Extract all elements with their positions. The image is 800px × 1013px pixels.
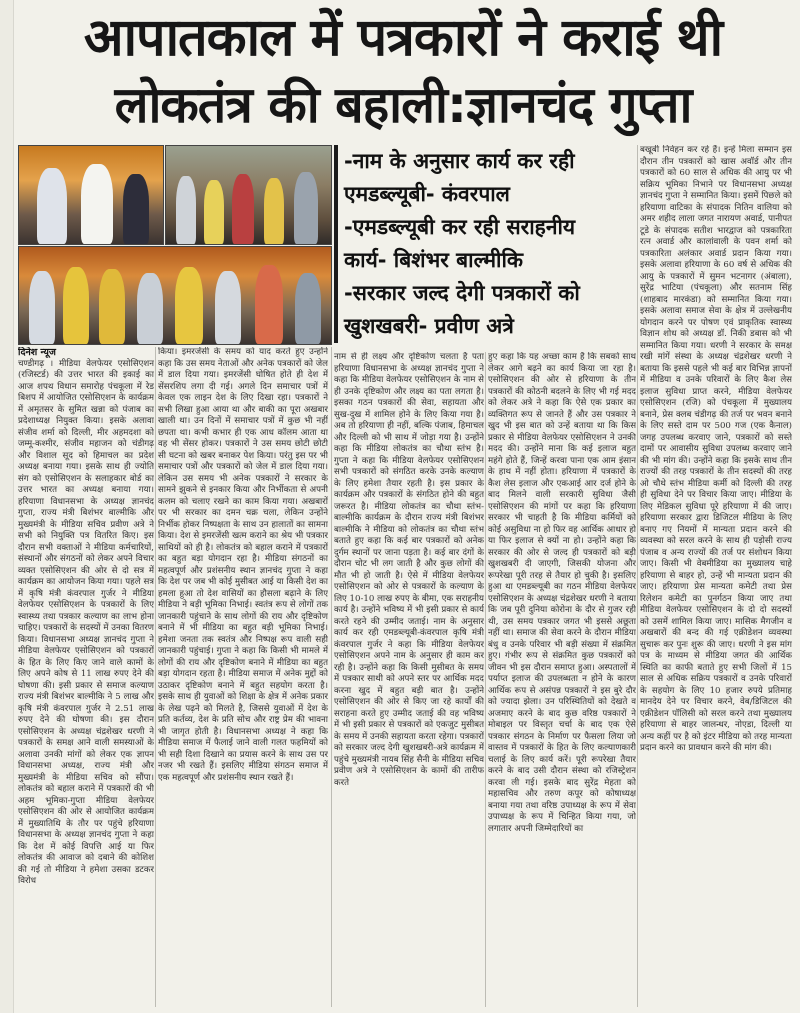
- headline-line-2: लोकतंत्र की बहाली:ज्ञानचंद गुप्ता: [114, 76, 692, 134]
- article-column-3: [334, 352, 484, 1007]
- article-column-4: [488, 352, 636, 1007]
- highlight-box: [334, 145, 640, 343]
- column-divider: [637, 145, 638, 1007]
- article-column-2: [158, 347, 328, 1007]
- column-divider: [485, 352, 486, 1007]
- column-text: हुए कहा कि यह अच्छा काम है कि सबको साथ लेकर आगे बढ़ने का कार्य किया जा रहा है। एसोसिएशन की ओर से हरियाणा के तीन पत्रकारों की कोठनी बदलने के लिए भी गई मदद को लेकर अत्रे ने कहा कि ऐसे एक प्रकार का व्यक्तिगत रूप से जानते हैं और उस पत्रकार ने खुद भी इस बात को उन्हें बताया था कि किस प्रकार से मीडिया वेलफेयर एसोसिएशन ने उनकी मदद की। उन्होंने माना कि कई इलाज बहुत महंगे होते हैं, जिन्हें करवा पाना एक आम इंसान के हाथ में नहीं होता। हरियाणा में पत्रकारों के कैश लेस इलाज और एकआई आर दर्ज होने के बाद मिलने वाली सरकारी सुविधा जैसी एसोसिएशन की मांगों पर कहा कि हरियाणा सरकार भी चाहती है कि मीडिया कर्मियों को कोई असुविधा ना हो फिर वह आर्थिक आधार हो या फिर इलाज से क्यों ना हो। उन्होंने कहा कि सरकार की ओर से जल्द ही पत्रकारों को बड़ी खुशखबरी दी जाएगी, जिसकी योजना और रूपरेखा पूरी तरह से तैयार हो चुकी है। इसलिए हुआ था एमडब्ल्यूबी का गठन मीडिया वेलफेयर एसोसिएशन के अध्यक्ष चंद्रशेखर धरणी ने बताया कि जब पूरी दुनिया कोरोना के दौर से गुजर रही थी, उस समय पत्रकार जगत भी इससे अछूता नहीं था। समाज की सेवा करने के दौरान मीडिया बंधु व उनके परिवार भी बड़ी संख्या में संक्रमित हुए। गंभीर रूप से संक्रमित कुछ पत्रकारों को जीवन भी इस दौरान समाप्त हुआ। अस्पतालों में पर्याप्त इलाज की उपलब्धता न होने के कारण आर्थिक रूप से असंपन्न पत्रकारों ने इस बुरे दौर को ज्यादा झेला। उन परिस्थितियों को देखते व अजमाए करने के बाद कुछ वरिष्ठ पत्रकारों ने मोबाइल पर विस्तृत चर्चा के बाद एक ऐसे पत्रकार संगठन के निर्माण पर फैसला लिया जो वास्तव में पत्रकारों के हित के लिए कल्याणकारी चलाई के लिए कार्य करें। पूरी रूपरेखा तैयार करने के बाद उसी दौरान संस्था को रजिस्ट्रेशन करवा ली गई। इसके बाद सुरेंद्र मेहता को महासचिव और तरुण कपूर को कोषाध्यक्ष बनाया गया तथा वरिष्ठ उपाध्यक्ष के रूप में सेवा उपाध्यक्ष के रूप में चिन्हित किया गया, जो लगातार अपनी जिम्मेदारियों का: [488, 352, 636, 834]
- column-divider: [155, 347, 156, 1007]
- column-text: किया। इमरजेंसी के समय को याद करते हुए उन्होंने कहा कि उस समय नेताओं और अनेक पत्रकारों को जेल में डाल दिया गया। इमरजेंसी घोषित होते ही देश में सेंसरशिप लगा दी गई। अगले दिन समाचार पत्रों में केवल एक लाइन देश के लिए दिखा रहा। पत्रकारों ने सभी लिखा हुआ आया था और बाकी का पूरा अखबार खाली था। उन दिनों में समाचार पत्रों में कुछ भी नहीं छपता था। कभी कभार ही एक आध कॉलम आता था वह भी सेंसर होकर। पत्रकारों ने उस समय छोटी छोटी सी घटना को खबर बनाकर पेश किया। परंतु इस पर भी समाचार पत्रों और पत्रकारों को जेल में डाल दिया गया। लेकिन उस समय भी अनेक पत्रकारों ने सरकार के सामने झुकने से इनकार किया और निर्भीकता से अपनी कलम को चलाए रखने का काम किया गया। अखबारों पर भी सरकार का दमन चक्र चला, लेकिन उन्होंने निर्भीक होकर निष्पक्षता के साथ उन हालातों का सामना किया। देश से इमरजेंसी खत्म कराने का श्रेय भी पत्रकार साथियों को ही है। लोकतंत्र को बहाल कराने में पत्रकारों का बहुत बड़ा योगदान रहा है। मीडिया संगठनों का महत्वपूर्ण और प्रशंसनीय स्थान ज्ञानचंद गुप्ता ने कहा कि देश पर जब भी कोई मुसीबत आई या किसी देश का हमला हुआ तो देश वासियों का हौसला बढ़ाने के लिए मीडिया ने बड़ी भूमिका निभाई। स्वतंत्र रूप से लोगों तक जानकारी पहुंचाने के साथ लोगों की राय और दृष्टिकोण बनाने में भी मीडिया का बहुत बड़ी भूमिका निभाई। हमेशा जनता तक स्वतंत्र और निष्पक्ष रूप वाली सही जानकारी पहुंचाई। गुप्ता ने कहा कि किसी भी मामले में लोगों की राय और दृष्टिकोण बनाने में मीडिया का बहुत बड़ा योगदान रहता है। मीडिया समाज में अनेक मुद्दों को उठाकर दृष्टिकोण बनाने में बहुत सहयोग करता है। इसके साथ ही युवाओं को शिक्षा के क्षेत्र में अनेक प्रकार के लेख पढ़ने को मिलते है, जिससे युवाओं में देश के प्रति कर्तव्य, देश के प्रति सोच और राष्ट्र प्रेम की भावना भी जागृत होती है। विधानसभा अध्यक्ष ने कहा कि मीडिया समाज में फैलाई जाने वाली गलत फहमियों को भी सही दिशा दिखाने का प्रयास करने के साथ उस पर नजर भी रखते हैं। इसलिए मीडिया संगठन समाज में एक महत्वपूर्ण और प्रशंसनीय स्थान रखते हैं।: [158, 347, 328, 783]
- highlight-line: एमडब्ल्यूबी- कंवरपाल: [344, 182, 510, 206]
- byline: दिनेश न्यूज: [18, 347, 56, 358]
- photo-award-ceremony-3: [18, 246, 332, 345]
- headline-line-1: आपातकाल में पत्रकारों ने कराई थी: [83, 8, 723, 68]
- photo-award-ceremony-1: [18, 145, 164, 245]
- column-text: बखूबी निर्वहन कर रहे हैं। इन्हें मिला सम्मान इस दौरान तीन पत्रकारों को खास अवॉर्ड और तीन पत्रकारों को 60 साल से अधिक की आयु पर भी सक्रिय भूमिका निभाने पर विधानसभा अध्यक्ष ज्ञानचंद गुप्ता ने सम्मानित किया। इसमें पिछले को हरियाणा वाटिका के संपादक नितिन वालिया को अमर शहीद लाला जगत नारायण अवार्ड, पानीपत टूडे के संपादक सतीश भारद्वाज को पत्रकारिता रत्न अवार्ड और कालांवाली के पवन शर्मा को पत्रकारिता अलंकार अवार्ड प्रदान किया गया। इसके अलावा हरियाणा के 60 वर्ष से अधिक की आयु के पत्रकारों में सुमन भटनागर (अंबाला), सुरेंद्र भाटिया (पंचकूला) और सतनाम सिंह (शाहबाद मारकंडा) को सम्मानित किया गया। इसके अलावा समाज सेवा के क्षेत्र में उल्लेखनीय योगदान करने पर पोषण एवं प्राकृतिक स्वास्थ्य विज्ञान शोध को अध्यक्ष डॉ. निकी डबास को भी सम्मानित किया गया। धरणी ने सरकार के समक्ष रखी मांगें संस्था के अध्यक्ष चंद्रशेखर धरणी ने बताया कि इससे पहले भी कई बार विभिन्न ज्ञापनों में मीडिया व उनके परिवारों के लिए कैश लेस इलाज सुविधा प्राप्त करने, मीडिया वेलफेयर एसोसिएशन (रजि) को पंचकूला में मुख्यालय बनाने, प्रेस क्लब चंडीगढ़ की तर्ज पर भवन बनाने के लिए सस्ते दाम पर 500 गज (एक कैनाल) जगह उपलब्ध करवाए जाने, पत्रकारों को सस्ते दामों पर आवासीय सुविधा उपलब्ध करवाए जाने की भी मांग की। उन्होंने कहा कि इसके साथ तीन राज्यों की तरह पत्रकारों के तीन सदस्यों की तरह ओ चौथे स्तंभ मीडिया कर्मी को दिल्ली की तरह ही सुविधा देने पर विचार किया जाए। मीडिया के लिए मेडिकल सुविधा पूरे हरियाणा में की जाए। हरियाणा सरकार द्वारा डिजिटल मीडिया के लिए बनाए गए नियमों में मान्यता प्रदान करने की व्यवस्था को सरल करने के साथ ही पड़ोसी राज्य पंजाब व अन्य राज्यों की तर्ज पर संशोधन किया जाए। किसी भी वेबमीडिया का मुख्यालय चाहे हरियाणा से बाहर हो, उन्हें भी मान्यता प्रदान की जाए। हरियाणा प्रेस मान्यता कमेटी तथा प्रेस रिलेशन कमेटी का पुनर्गठन किया जाए तथा मीडिया वेलफेयर एसोसिएशन के दो दो सदस्यों को उसमें शामिल किया जाए। मासिक मैगजीन व अखबारों की बन्द की गई एक्रीडेशन व्यवस्था सुचारू कर पुनः शुरू की जाए। धरणी ने इस मांग पत्र के माध्यम से मीडिया जगत की आर्थिक स्थिति का काफी बताते हुए सभी जिलों में 15 साल से अधिक सक्रिय पत्रकारों व उनके परिवारों के सहयोग के लिए 10 हजार रुपये प्रतिमाह मानदेय देने पर विचार करने, वेब/डिजिटल की एक्रीडेशन पॉलिसी को सरल करने तथा मुख्यालय हरियाणा से बाहर जालन्धर, नोएडा, दिल्ली या अन्य कहीं पर है को इंटर मीडिया को तरह मान्यता प्रदान करने का प्रावधान करने की मांग की।: [640, 145, 792, 753]
- photo-collage: [18, 145, 330, 343]
- photo-award-ceremony-2: [165, 145, 332, 245]
- highlight-line: खुशखबरी- प्रवीण अत्रे: [344, 314, 514, 338]
- column-text: चण्डीगढ़ । मीडिया वेलफेयर एसोसिएशन (रजिस्टर्ड) की उत्तर भारत की इकाई का आज शपथ विधान समारोह पंचकूला में रेड बिशप में आयोजित एसोसिएशन के कार्यक्रम में अमृतसर के सुमित खन्ना को पंजाब का प्रदेशाध्यक्ष नियुक्त किया। इसके अलावा संजीव शर्मा को दिल्ली, मीर अहमदशा को जम्मू-कश्मीर, संजीव महाजन को चंडीगढ़ और विशाल सूद को हिमाचल का प्रदेश अध्यक्ष बनाया गया। इसके साथ ही ज्योति संग को एसोसिएशन के सलाहकार बोर्ड का उत्तर भारत का अध्यक्ष बनाया गया। हरियाणा विधानसभा के अध्यक्ष ज्ञानचंद गुप्ता, राज्य मंत्री बिशंभर बाल्मीकि और मुख्यमंत्री के मीडिया सचिव प्रवीण अत्रे ने सभी को नियुक्ति पत्र वितरित किए। इस दौरान सभी वक्ताओं ने मीडिया कर्मचारियों, संस्थानों और संगठनों को लेकर अपने विचार व्यक्त एसोसिएशन की ओर से दो सत्र में कार्यक्रम का आयोजन किया गया। पहले सत्र में कृषि मंत्री कंवरपाल गुर्जर ने मीडिया वेलफेयर एसोसिएशन के पत्रकारों के लिए स्वास्थ्य तथा पत्रकार कल्याण का लाभ होना चाहिए। पत्रकारों के सदस्यों में उनका वितरण किया। विधानसभा अध्यक्ष ज्ञानचंद गुप्ता ने मीडिया वेलफेयर एसोसिएशन को पत्रकारों के हित के लिए किए जाने वाले कामों के लिए अपने कोष से 11 लाख रुपए देने की घोषणा की। इसी प्रकार से समाज कल्याण राज्य मंत्री बिशंभर बाल्मीकि ने 5 लाख और कृषि मंत्री कंवरपाल गुर्जर ने 2.51 लाख रुपए देने की घोषणा की। इस दौरान एसोसिएशन के अध्यक्ष चंद्रशेखर धरणी ने पत्रकारों के समक्ष आने वाली समस्याओं के अलावा उनकी मांगों को लेकर एक ज्ञापन विधानसभा अध्यक्ष, राज्य मंत्री और मुख्यमंत्री के मीडिया सचिव को सौंपा। लोकतंत्र को बहाल कराने में पत्रकारों की भी अहम भूमिका-गुप्ता मीडिया वेलफेयर एसोसिएशन की ओर से आयोजित कार्यक्रम में मुख्यातिथि के तौर पर पहुंचे हरियाणा विधानसभा के अध्यक्ष ज्ञानचंद गुप्ता ने कहा कि देश में कोई विपत्ति आई या फिर लोकतंत्र की आवाज को दबाने की कोशिश की गई तो मीडिया ने हमेशा उसका डटकर विरोध: [18, 358, 154, 886]
- adjacent-page-edge: [0, 0, 14, 1013]
- highlight-line: -सरकार जल्द देगी पत्रकारों को: [344, 281, 580, 305]
- article-column-5: [640, 145, 792, 1007]
- article-column-1: [18, 347, 154, 1007]
- column-divider: [331, 347, 332, 1007]
- highlight-line: -नाम के अनुसार कार्य कर रही: [344, 149, 575, 173]
- column-text: नाम से ही लक्ष्य और दृष्टिकोण चलता है पता हरियाणा विधानसभा के अध्यक्ष ज्ञानचंद गुप्ता ने कहा कि मीडिया वेलफेयर एसोसिएशन के नाम से ही उनके दृष्टिकोण और लक्ष्य का पता लगता है। इसका गठन पत्रकारों की सेवा, सहायता और सुख-दुख में शामिल होने के लिए किया गया है। अब तो हरियाणा ही नहीं, बल्कि पंजाब, हिमाचल और दिल्ली को भी साथ में जोड़ा गया है। उन्होंने कहा कि मीडिया लोकतंत्र का चौथा स्तंभ है। गुप्ता ने कहा कि मीडिया वेलफेयर एसोसिएशन सभी पत्रकारों को संगठित करके उनके कल्याण के लिए हमेशा तैयार रहती है। इस प्रकार के कार्यक्रम और पत्रकारों के संगठित होने की बहुत जरूरत है। मीडिया लोकतंत्र का चौथा स्तंभ-बाल्मीकि कार्यक्रम के दौरान राज्य मंत्री बिशंभर बाल्मीकि ने मीडिया को लोकतंत्र का चौथा स्तंभ बताते हुए कहा कि कई बार पत्रकारों को अनेक दुर्गम स्थानों पर जाना पड़ता है। कई बार दंगों के दौरान चोट भी लग जाती है और कुछ लोगों की मौत भी हो जाती है। ऐसे में मीडिया वेलफेयर एसोसिएशन को ओर से पत्रकारों के कल्याण के लिए 10-10 लाख रुपए के बीमा, एक सराहनीय कार्य है। उन्होंने भविष्य में भी इसी प्रकार से कार्य करते रहने की उम्मीद जताई। नाम के अनुसार कार्य कर रही एमडब्ल्यूबी-कंवरपाल कृषि मंत्री कंवरपाल गुर्जर ने कहा कि मीडिया वेलफेयर एसोसिएशन अपने नाम के अनुसार ही काम कर रही है। उन्होंने कहा कि किसी मुसीबत के समय में पत्रकार साथी को अपने स्तर पर आर्थिक मदद करना खुद में बहुत बड़ी बात है। उन्होंने एसोसिएशन की ओर से किए जा रहे कार्यों की सराहना करते हुए उम्मीद जताई की वह भविष्य में भी इसी प्रकार से पत्रकारों को एकजुट मुसीबत के समय में उनकी सहायता करता रहेगा। पत्रकारों को सरकार जल्द देगी खुशखबरी-अत्रे कार्यक्रम में पहुंचे मुख्यमंत्री नायब सिंह सैनी के मीडिया सचिव प्रवीण अत्रे ने एसोसिएशन के कामों की तारीफ करते: [334, 352, 484, 788]
- highlight-line: -एमडब्ल्यूबी कर रही सराहनीय: [344, 215, 576, 239]
- headline: [18, 6, 788, 138]
- highlight-line: कार्य- बिशंभर बाल्मीकि: [344, 248, 524, 272]
